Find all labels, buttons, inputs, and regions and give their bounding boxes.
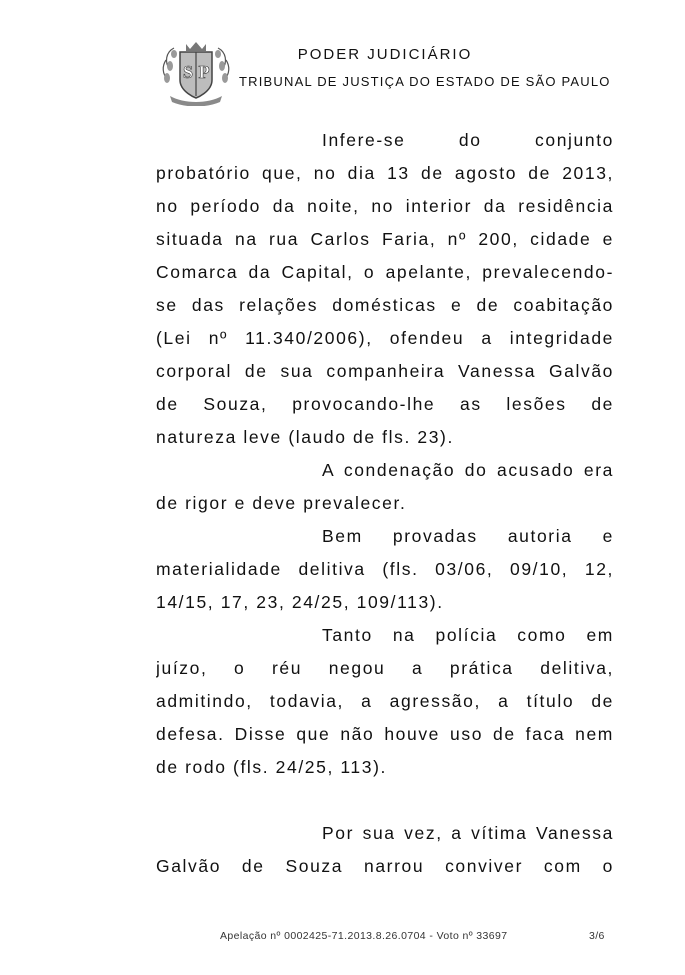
text-line: juízo, o réu negou a prática delitiva, [156,658,614,678]
text-line: materialidade delitiva (fls. 03/06, 09/10, 12, [156,559,614,579]
svg-text:S: S [182,62,194,82]
text-line: corporal de sua companheira Vanessa Galvão [156,361,614,381]
text-line: de rigor e deve prevalecer. [156,493,407,513]
text-line: natureza leve (laudo de fls. 23). [156,427,454,447]
text-line: Comarca da Capital, o apelante, prevalecendo- [156,262,614,282]
text-line: probatório que, no dia 13 de agosto de 2013, [156,163,614,183]
document-body [156,124,614,883]
text-line: Galvão de Souza narrou conviver com o [156,856,614,876]
text-line: de rodo (fls. 24/25, 113). [156,757,387,777]
text-line: no período da noite, no interior da residência [156,196,614,216]
text-line: Infere-se do conjunto [322,130,614,150]
text-line: defesa. Disse que não houve uso de faca nem [156,724,614,744]
text-line: 14/15, 17, 23, 24/25, 109/113). [156,592,444,612]
header-court: TRIBUNAL DE JUSTIÇA DO ESTADO DE SÃO PAULO [239,74,611,89]
text-line: Por sua vez, a vítima Vanessa [322,823,614,843]
svg-text:P: P [198,62,210,82]
paragraph-gap [156,784,614,817]
text-line: se das relações domésticas e de coabitação [156,295,614,315]
header-institution: PODER JUDICIÁRIO [297,46,473,63]
text-line: Bem provadas autoria e [322,526,614,546]
footer-case-reference: Apelação nº 0002425-71.2013.8.26.0704 - Voto nº 33697 [220,930,508,942]
coat-of-arms-seal [160,40,232,106]
text-line: admitindo, todavia, a agressão, a título de [156,691,614,711]
text-line: (Lei nº 11.340/2006), ofendeu a integridade [156,328,614,348]
text-line: A condenação do acusado era [322,460,614,480]
page-number: 3/6 [589,930,605,942]
text-line: situada na rua Carlos Faria, nº 200, cidade e [156,229,614,249]
text-line: Tanto na polícia como em [322,625,614,645]
text-line: de Souza, provocando-lhe as lesões de [156,394,614,414]
